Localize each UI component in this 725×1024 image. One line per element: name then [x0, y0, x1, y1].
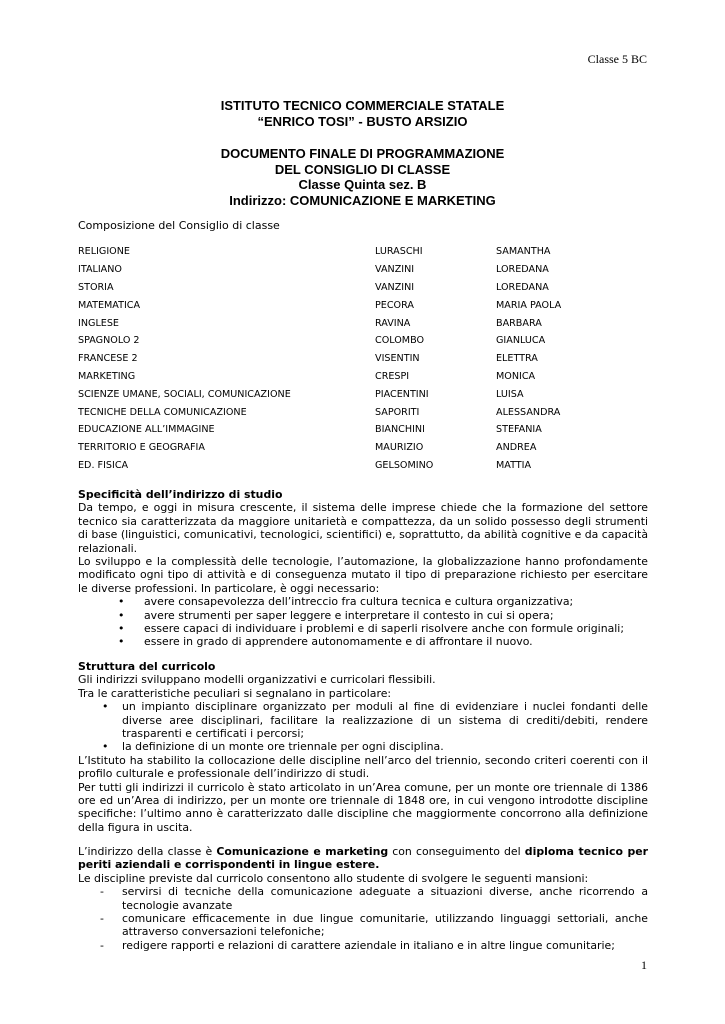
- header-class-label: Classe 5 BC: [587, 52, 647, 66]
- name-cell: LOREDANA: [496, 281, 549, 293]
- surname-cell: VANZINI: [375, 281, 415, 293]
- name-cell: SAMANTHA: [496, 246, 551, 258]
- table-row: [78, 279, 561, 297]
- surname-cell: LURASCHI: [375, 246, 423, 258]
- list-item: • essere in grado di apprendere autonomamente e di affrontare il nuovo.: [118, 635, 533, 649]
- surname-cell: CRESPI: [375, 370, 410, 382]
- name-cell: LOREDANA: [496, 264, 549, 276]
- table-row: [78, 296, 561, 314]
- table-row: [78, 368, 561, 386]
- subject-cell: RELIGIONE: [78, 246, 130, 258]
- document-heading: [0, 146, 725, 208]
- subject-cell: SCIENZE UMANE, SOCIALI, COMUNICAZIONE: [78, 388, 291, 400]
- name-cell: ALESSANDRA: [496, 406, 561, 418]
- document-titles: [0, 98, 725, 129]
- table-row: [78, 403, 561, 421]
- surname-cell: PECORA: [375, 299, 414, 311]
- name-cell: STEFANIA: [496, 424, 542, 436]
- doc-title: DOCUMENTO FINALE DI PROGRAMMAZIONE: [220, 146, 505, 161]
- doc-title-2: DEL CONSIGLIO DI CLASSE: [274, 161, 451, 177]
- name-cell: ANDREA: [496, 442, 537, 454]
- surname-cell: COLOMBO: [375, 335, 425, 347]
- school-name: ISTITUTO TECNICO COMMERCIALE STATALE: [220, 98, 505, 113]
- name-cell: BARBARA: [496, 317, 542, 329]
- table-row: [78, 332, 561, 350]
- subject-cell: ED. FISICA: [78, 459, 129, 471]
- paragraph: L’Istituto ha stabilito la collocazione delle discipline nell’arco del triennio, secondo criteri coerenti con il profilo culturale e professionale dell’indirizzo di studi.: [78, 753, 648, 781]
- paragraph: Gli indirizzi sviluppano modelli organizzativi e curricolari flessibili.: [78, 673, 436, 687]
- paragraph: L’indirizzo della classe è Comunicazione e marketing con conseguimento del diploma tecnico per periti aziendali e corrispondenti in lingue estere.: [78, 845, 648, 872]
- list-item: • avere strumenti per saper leggere e interpretare il contesto in cui si opera;: [118, 608, 554, 622]
- surname-cell: BIANCHINI: [375, 424, 425, 436]
- school-subtitle: “ENRICO TOSI” - BUSTO ARSIZIO: [257, 113, 468, 129]
- surname-cell: PIACENTINI: [375, 388, 429, 400]
- section-heading: Specificità dell’indirizzo di studio: [78, 488, 283, 501]
- subject-cell: INGLESE: [78, 317, 119, 329]
- subject-cell: TECNICHE DELLA COMUNICAZIONE: [78, 406, 247, 418]
- subject-cell: FRANCESE 2: [78, 353, 138, 365]
- subject-cell: EDUCAZIONE ALL’IMMAGINE: [78, 424, 215, 436]
- surname-cell: GELSOMINO: [375, 459, 434, 471]
- list-item: - servirsi di tecniche della comunicazione adeguate a situazioni diverse, anche ricorrendo a tecnologie avanzate: [100, 885, 648, 912]
- subject-cell: SPAGNOLO 2: [78, 335, 140, 347]
- list-item: - redigere rapporti e relazioni di carattere aziendale in italiano e in altre lingue comunitarie;: [100, 938, 615, 952]
- name-cell: MATTIA: [496, 459, 532, 471]
- name-cell: MARIA PAOLA: [496, 299, 562, 311]
- surname-cell: SAPORITI: [375, 406, 420, 418]
- page-number: 1: [641, 958, 647, 972]
- paragraph: Le discipline previste dal curricolo consentono allo studente di svolgere le seguenti mansioni:: [78, 871, 589, 885]
- table-row: [78, 314, 561, 332]
- table-row: [78, 261, 561, 279]
- paragraph: Lo sviluppo e la complessità delle tecnologie, l’automazione, la globalizzazione hanno profondamente modificato ogni tipo di attività e di conseguenza mutato il tipo di preparazione richiesto per esercitare le diverse professioni. In particolare, è oggi necessario:: [78, 555, 648, 595]
- table-row: [78, 421, 561, 439]
- table-row: [78, 243, 561, 261]
- surname-cell: RAVINA: [375, 317, 411, 329]
- bullet-list: [78, 595, 648, 649]
- list-item: • un impianto disciplinare organizzato per moduli al fine di evidenziare i nuclei fondanti delle diverse aree disciplinari, facilitare la realizzazione di un sistema di crediti/debiti, rendere trasparenti e certificati i percorsi;: [102, 700, 648, 741]
- name-cell: LUISA: [496, 388, 524, 400]
- class-label: Classe Quinta sez. B: [298, 177, 427, 192]
- composition-label: Composizione del Consiglio di classe: [78, 219, 280, 232]
- name-cell: ELETTRA: [496, 353, 538, 365]
- table-row: [78, 385, 561, 403]
- table-row: [78, 457, 561, 475]
- address-label: Indirizzo: COMUNICAZIONE E MARKETING: [229, 192, 496, 208]
- surname-cell: MAURIZIO: [375, 442, 424, 454]
- paragraph: Per tutti gli indirizzi il curricolo è stato articolato in un’Area comune, per un monte ore triennale di 1386 ore ed un’Area di indirizzo, per un monte ore triennale di 1848 ore, in cui vengono introdotte discipline specifiche: l’ultimo anno è caratterizzato dalle discipline che maggiormente concorrono alla definizione della figura in uscita.: [78, 780, 648, 834]
- list-item: • essere capaci di individuare i problemi e di saperli risolvere anche con formule originali;: [118, 622, 624, 636]
- name-cell: MONICA: [496, 370, 536, 382]
- list-item: • la definizione di un monte ore triennale per ogni disciplina.: [102, 740, 444, 754]
- dash-list: [78, 885, 648, 952]
- section-specificita: [78, 488, 648, 649]
- subject-cell: MATEMATICA: [78, 299, 141, 311]
- bullet-list: [78, 700, 648, 754]
- subject-cell: STORIA: [78, 281, 114, 293]
- paragraph: Da tempo, e oggi in misura crescente, il sistema delle imprese chiede che la formazione del settore tecnico sia caratterizzata da maggiore unitarietà e compattezza, da un solido possesso degli strumenti di base (linguistici, comunicativi, tecnologici, scientifici) e, soprattutto, da abilità cognitive e da capacità relazionali.: [78, 501, 648, 555]
- section-struttura: [78, 660, 648, 834]
- table-row: [78, 439, 561, 457]
- subject-cell: TERRITORIO E GEOGRAFIA: [78, 442, 205, 454]
- section-indirizzo: [78, 845, 648, 952]
- list-item: - comunicare efficacemente in due lingue comunitarie, utilizzando linguaggi settoriali, anche attraverso conversazioni telefoniche;: [100, 912, 648, 939]
- surname-cell: VANZINI: [375, 264, 415, 276]
- surname-cell: VISENTIN: [375, 353, 420, 365]
- council-table: [78, 243, 561, 474]
- subject-cell: ITALIANO: [78, 264, 122, 276]
- subject-cell: MARKETING: [78, 370, 136, 382]
- name-cell: GIANLUCA: [496, 335, 546, 347]
- table-row: [78, 350, 561, 368]
- paragraph: Tra le caratteristiche peculiari si segnalano in particolare:: [78, 686, 392, 700]
- list-item: • avere consapevolezza dell’intreccio fra cultura tecnica e cultura organizzativa;: [118, 595, 574, 609]
- section-heading: Struttura del curricolo: [78, 660, 216, 673]
